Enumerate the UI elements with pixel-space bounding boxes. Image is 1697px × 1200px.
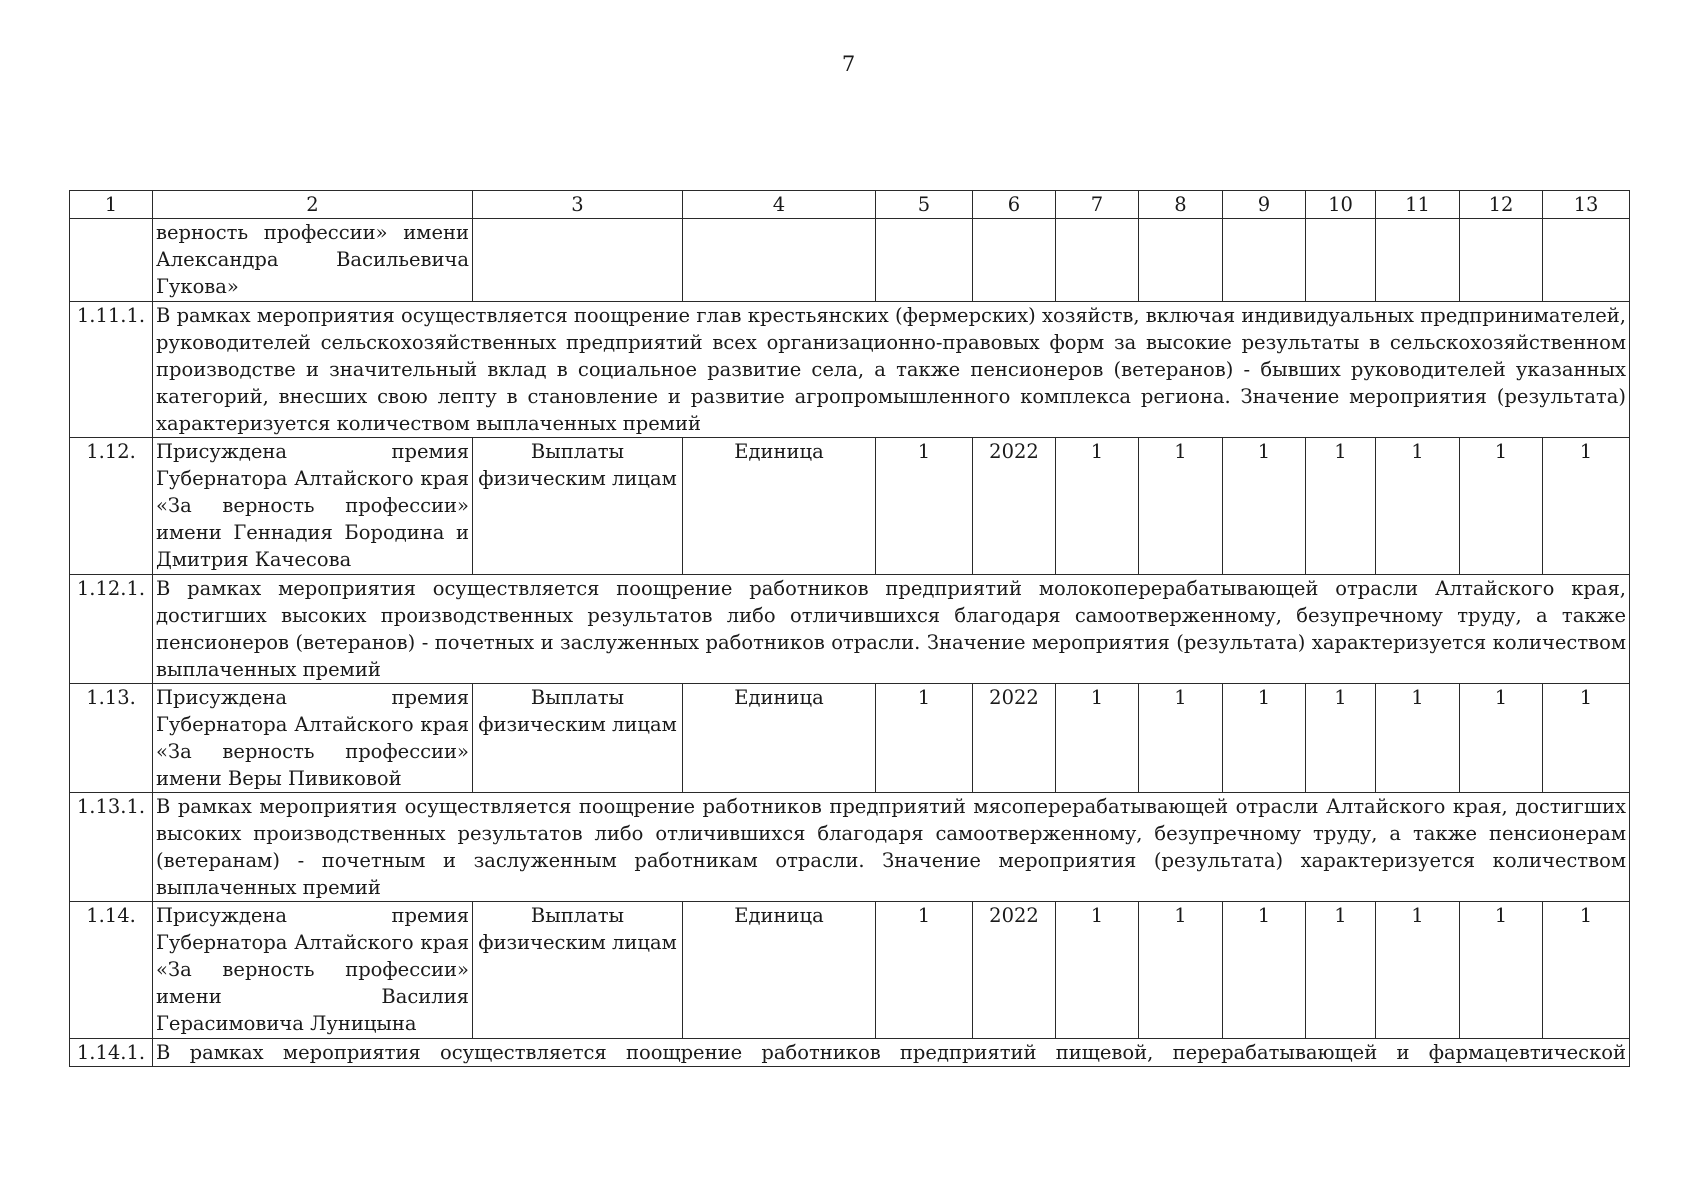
payment-type-cell: Выплаты физическим лицам — [473, 902, 683, 1039]
row-number-cell: 1.14. — [70, 902, 153, 1039]
value-cell: 1 — [1376, 902, 1460, 1039]
row-number-cell — [70, 219, 153, 302]
measures-table — [69, 190, 1630, 1067]
row-number-cell: 1.11.1. — [70, 302, 153, 438]
year-cell: 2022 — [973, 684, 1056, 793]
page-number: 7 — [841, 52, 856, 76]
value-cell: 1 — [1056, 438, 1139, 575]
value-cell: 1 — [1056, 902, 1139, 1039]
row-number-cell: 1.12.1. — [70, 575, 153, 684]
empty-cell — [1223, 219, 1306, 302]
year-cell: 2022 — [973, 902, 1056, 1039]
unit-cell: Единица — [683, 684, 876, 793]
header-cell: 2 — [153, 191, 473, 219]
value-cell: 1 — [1543, 684, 1630, 793]
header-cell: 13 — [1543, 191, 1630, 219]
row-number-cell: 1.13. — [70, 684, 153, 793]
year-cell: 2022 — [973, 438, 1056, 575]
empty-cell — [1139, 219, 1223, 302]
header-cell: 12 — [1460, 191, 1543, 219]
measure-name-cell: Присуждена премия Губернатора Алтайского края «За верность профессии» имени Геннадия Бородина и Дмитрия Качесова — [153, 438, 473, 575]
table-row-measure — [70, 438, 1630, 575]
table-header-row — [70, 191, 1630, 219]
empty-cell — [473, 219, 683, 302]
description-cell: В рамках мероприятия осуществляется поощрение глав крестьянских (фермерских) хозяйств, включая индивидуальных предпринимателей, руководителей сельскохозяйственных предприятий всех организационно-правовых форм за высокие результаты в сельскохозяйственном производстве и значительный вклад в социальное развитие села, а также пенсионеров (ветеранов) - бывших руководителей указанных категорий, внесших свою лепту в становление и развитие агропромышленного комплекса региона. Значение мероприятия (результата) характеризуется количеством выплаченных премий — [153, 302, 1630, 438]
value-cell: 1 — [1306, 438, 1376, 575]
empty-cell — [683, 219, 876, 302]
value-cell: 1 — [1376, 684, 1460, 793]
value-cell: 1 — [1056, 684, 1139, 793]
header-cell: 11 — [1376, 191, 1460, 219]
table-row-measure — [70, 902, 1630, 1039]
value-cell: 1 — [876, 438, 973, 575]
value-cell: 1 — [1460, 438, 1543, 575]
header-cell: 8 — [1139, 191, 1223, 219]
value-cell: 1 — [1376, 438, 1460, 575]
unit-cell: Единица — [683, 902, 876, 1039]
value-cell: 1 — [1223, 438, 1306, 575]
measure-name-cell: верность профессии» имени Александра Васильевича Гукова» — [153, 219, 473, 302]
value-cell: 1 — [876, 684, 973, 793]
header-cell: 6 — [973, 191, 1056, 219]
unit-cell: Единица — [683, 438, 876, 575]
header-cell: 4 — [683, 191, 876, 219]
measure-name-cell: Присуждена премия Губернатора Алтайского края «За верность профессии» имени Василия Герасимовича Луницына — [153, 902, 473, 1039]
header-cell: 5 — [876, 191, 973, 219]
value-cell: 1 — [1223, 902, 1306, 1039]
description-cell: В рамках мероприятия осуществляется поощрение работников предприятий пищевой, перерабатывающей и фармацевтической — [153, 1039, 1630, 1067]
empty-cell — [1056, 219, 1139, 302]
value-cell: 1 — [1139, 902, 1223, 1039]
empty-cell — [876, 219, 973, 302]
description-cell: В рамках мероприятия осуществляется поощрение работников предприятий мясоперерабатывающей отрасли Алтайского края, достигших высоких производственных результатов либо отличившихся благодаря самоотверженному, безупречному труду, а также пенсионерам (ветеранам) - почетным и заслуженным работникам отрасли. Значение мероприятия (результата) характеризуется количеством выплаченных премий — [153, 793, 1630, 902]
value-cell: 1 — [1460, 684, 1543, 793]
table-row-measure — [70, 684, 1630, 793]
empty-cell — [1460, 219, 1543, 302]
header-cell: 3 — [473, 191, 683, 219]
value-cell: 1 — [1139, 684, 1223, 793]
payment-type-cell: Выплаты физическим лицам — [473, 438, 683, 575]
value-cell: 1 — [1543, 438, 1630, 575]
header-cell: 10 — [1306, 191, 1376, 219]
empty-cell — [1543, 219, 1630, 302]
header-cell: 1 — [70, 191, 153, 219]
table-row-description — [70, 575, 1630, 684]
value-cell: 1 — [1306, 902, 1376, 1039]
value-cell: 1 — [1460, 902, 1543, 1039]
empty-cell — [1376, 219, 1460, 302]
measure-name-cell: Присуждена премия Губернатора Алтайского края «За верность профессии» имени Веры Пивиковой — [153, 684, 473, 793]
empty-cell — [973, 219, 1056, 302]
row-number-cell: 1.12. — [70, 438, 153, 575]
header-cell: 7 — [1056, 191, 1139, 219]
table-row-description — [70, 1039, 1630, 1067]
row-number-cell: 1.13.1. — [70, 793, 153, 902]
row-number-cell: 1.14.1. — [70, 1039, 153, 1067]
table-row-continuation — [70, 219, 1630, 302]
header-cell: 9 — [1223, 191, 1306, 219]
value-cell: 1 — [1139, 438, 1223, 575]
table-row-description — [70, 302, 1630, 438]
description-cell: В рамках мероприятия осуществляется поощрение работников предприятий молокоперерабатывающей отрасли Алтайского края, достигших высоких производственных результатов либо отличившихся благодаря самоотверженному, безупречному труду, а также пенсионеров (ветеранов) - почетных и заслуженных работников отрасли. Значение мероприятия (результата) характеризуется количеством выплаченных премий — [153, 575, 1630, 684]
empty-cell — [1306, 219, 1376, 302]
value-cell: 1 — [876, 902, 973, 1039]
value-cell: 1 — [1543, 902, 1630, 1039]
value-cell: 1 — [1306, 684, 1376, 793]
table-row-description — [70, 793, 1630, 902]
payment-type-cell: Выплаты физическим лицам — [473, 684, 683, 793]
value-cell: 1 — [1223, 684, 1306, 793]
